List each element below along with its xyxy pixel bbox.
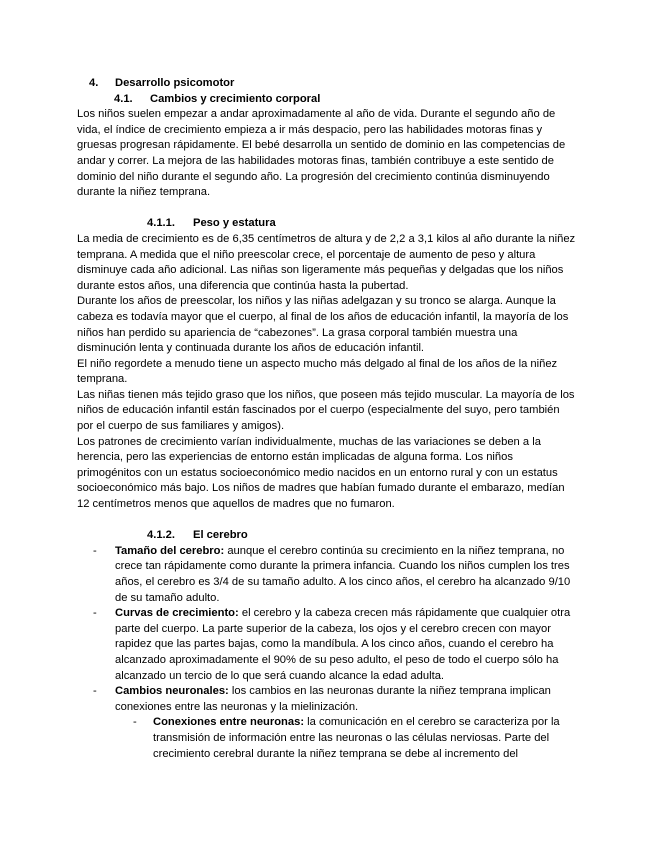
bullet-term: Curvas de crecimiento: — [115, 607, 239, 620]
bullet-dash: - — [93, 607, 97, 620]
section-4-number: 4. — [89, 77, 99, 89]
peso-paragraph-3: El niño regordete a menudo tiene un aspecto mucho más delgado al final de los años de la niñez temprana. — [77, 357, 558, 386]
list-item — [77, 544, 577, 606]
document-page — [77, 76, 577, 762]
list-item — [77, 606, 577, 684]
bullet-dash: - — [93, 544, 97, 557]
bullet-text: el cerebro y la cabeza crecen más rápidamente que cualquier otra parte del cuerpo. La parte superior de la cabeza, los ojos y el cerebro crecen con mayor rapidez que las partes bajas, como la mandíbula. A los cinco años, cuando el cerebro ha alcanzado aproximadamente el 90% de su peso adulto, el peso de todo el cuerpo sólo ha alcanzado un tercio de lo que será cuando alcance la edad adulta. — [115, 607, 571, 682]
bullet-term: Tamaño del cerebro: — [115, 544, 225, 557]
bullet-text: aunque el cerebro continúa su crecimiento en la niñez temprana, no crece tan rápidamente como durante la primera infancia. Cuando los niños cumplen los tres años, el cerebro es 3/4 de su tamaño adulto. A los cinco años, el cerebro ha alcanzado 9/10 de su tamaño adulto. — [115, 544, 571, 604]
bullet-dash: - — [93, 685, 97, 698]
section-4-1-2-number: 4.1.2. — [147, 529, 175, 542]
sub-list-item — [77, 715, 577, 762]
section-4-1-2-heading — [147, 528, 577, 544]
spacer — [77, 513, 577, 529]
cerebro-list — [77, 544, 577, 762]
bullet-term: Cambios neuronales: — [115, 685, 229, 698]
peso-paragraph-2: Durante los años de preescolar, los niños y las niñas adelgazan y su tronco se alarga. Aunque la cabeza es todavía mayor que el cuerpo, al final de los años de educación infantil, la mayoría de los niños han perdido su apariencia de “cabezones”. La grasa corporal también muestra una disminución lenta y continuada durante los años de educación infantil. — [77, 295, 569, 355]
bullet-dash: - — [133, 716, 137, 729]
section-4-1-heading — [114, 92, 577, 108]
section-4-title: Desarrollo psicomotor — [115, 77, 235, 89]
section-4-heading — [77, 76, 577, 92]
section-4-1-number: 4.1. — [114, 92, 133, 105]
bullet-term: Conexiones entre neuronas: — [153, 716, 305, 729]
peso-paragraph-4: Las niñas tienen más tejido graso que los niños, que poseen más tejido muscular. La mayoría de los niños de educación infantil están fascinados por el cuerpo (especialmente del suyo, pero también por el cuerpo de sus familiares y amigos). — [77, 388, 575, 433]
section-4-1-paragraph: Los niños suelen empezar a andar aproximadamente al año de vida. Durante el segundo año de vida, el índice de crecimiento empieza a ir más despacio, pero las habilidades motoras finas y gruesas progresan rápidamente. El bebé desarrolla un sentido de dominio en las competencias de andar y correr. La mejora de las habilidades motoras finas, también contribuye a este sentido de dominio del niño durante el segundo año. La progresión del crecimiento continúa disminuyendo durante la niñez temprana. — [77, 108, 566, 199]
section-4-1-title: Cambios y crecimiento corporal — [150, 92, 321, 105]
bullet-text: la comunicación en el cerebro se caracteriza por la transmisión de información entre las neuronas o las células nerviosas. Parte del crecimiento cerebral durante la niñez temprana se debe al incremento del — [153, 716, 560, 760]
list-item — [77, 684, 577, 715]
section-4-1-2-title: El cerebro — [193, 529, 248, 542]
section-4-1-1-title: Peso y estatura — [193, 217, 276, 230]
section-4-1-1-heading — [147, 216, 577, 232]
peso-paragraph-1: La media de crecimiento es de 6,35 centímetros de altura y de 2,2 a 3,1 kilos al año durante la niñez temprana. A medida que el niño preescolar crece, el porcentaje de aumento de peso y altura disminuye cada año adicional. Las niñas son ligeramente más pequeñas y delgadas que los niños durante estos años, una diferencia que continúa hasta la pubertad. — [77, 232, 576, 292]
peso-paragraph-5: Los patrones de crecimiento varían individualmente, muchas de las variaciones se deben a la herencia, pero las experiencias de entorno están implicadas de alguna forma. Los niños primogénitos con un estatus socioeconómico medio nacidos en un entorno rural y con un estatus socioeconómico más bajo. Los niños de madres que habían fumado durante el embarazo, medían 12 centímetros menos que aquellos de madres que no fumaron. — [77, 435, 565, 511]
spacer — [77, 201, 577, 217]
bullet-text: los cambios en las neuronas durante la niñez temprana implican conexiones entre las neuronas y la mielinización. — [115, 685, 551, 713]
section-4-1-1-number: 4.1.1. — [147, 217, 175, 230]
